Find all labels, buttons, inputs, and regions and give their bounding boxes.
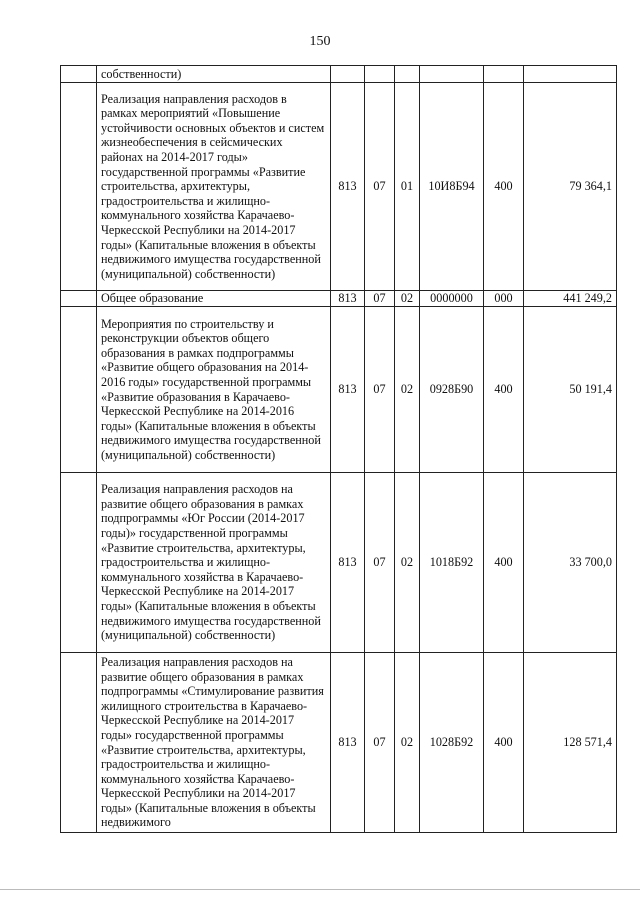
- expense-name-cell: Реализация направления расходов на развитие общего образования в рамках подпрограммы «Юг России (2014-2017 годы)» государственной программы «Развитие строительства, архитектуры, градостроительства и жилищно-коммунального хозяйства в Карачаево-Черкесской Республике на 2014-2017 годы» (Капитальные вложения в объекты недвижимого имущества государственной (муниципальной) собственности): [97, 473, 331, 653]
- subsection-code-cell: 02: [395, 291, 420, 307]
- row-number-cell: [61, 291, 97, 307]
- target-code-cell: 0928Б90: [420, 307, 484, 473]
- page-number: 150: [309, 34, 331, 49]
- ministry-code-cell: [331, 66, 365, 83]
- table-row: [61, 307, 617, 473]
- expense-name-cell: Реализация направления расходов в рамках мероприятий «Повышение устойчивости основных объектов и систем жизнеобеспечения в сейсмических районах на 2014-2017 годы» государственной программы «Развитие строительства, архитектуры, градостроительства и жилищно-коммунального хозяйства Карачаево-Черкесской Республики на 2014-2017 годы» (Капитальные вложения в объекты недвижимого имущества государственной (муниципальной) собственности): [97, 83, 331, 291]
- ministry-code-cell: 813: [331, 473, 365, 653]
- amount-cell: 128 571,4: [524, 653, 617, 833]
- expense-type-cell: 400: [484, 307, 524, 473]
- budget-table: [60, 65, 617, 833]
- ministry-code-cell: 813: [331, 307, 365, 473]
- page-bottom-edge: [0, 889, 640, 890]
- subsection-code-cell: 02: [395, 473, 420, 653]
- subsection-code-cell: 02: [395, 653, 420, 833]
- row-number-cell: [61, 307, 97, 473]
- target-code-cell: [420, 66, 484, 83]
- table-row: [61, 473, 617, 653]
- row-number-cell: [61, 66, 97, 83]
- expense-type-cell: 400: [484, 83, 524, 291]
- row-number-cell: [61, 653, 97, 833]
- ministry-code-cell: 813: [331, 291, 365, 307]
- subsection-code-cell: 01: [395, 83, 420, 291]
- table-row: [61, 83, 617, 291]
- expense-type-cell: 000: [484, 291, 524, 307]
- amount-cell: 441 249,2: [524, 291, 617, 307]
- ministry-code-cell: 813: [331, 653, 365, 833]
- section-code-cell: 07: [365, 473, 395, 653]
- row-number-cell: [61, 473, 97, 653]
- table-row: [61, 291, 617, 307]
- section-code-cell: 07: [365, 83, 395, 291]
- table-row: [61, 66, 617, 83]
- expense-name-cell: Мероприятия по строительству и реконструкции объектов общего образования в рамках подпрограммы «Развитие общего образования на 2014-2016 годы» государственной программы «Развитие образования в Карачаево-Черкесской Республике на 2014-2016 годы» (Капитальные вложения в объекты недвижимого имущества государственной (муниципальной) собственности): [97, 307, 331, 473]
- expense-name-cell: Общее образование: [97, 291, 331, 307]
- section-code-cell: [365, 66, 395, 83]
- amount-cell: [524, 66, 617, 83]
- expense-type-cell: [484, 66, 524, 83]
- table-row: [61, 653, 617, 833]
- amount-cell: 50 191,4: [524, 307, 617, 473]
- section-code-cell: 07: [365, 653, 395, 833]
- section-code-cell: 07: [365, 307, 395, 473]
- expense-type-cell: 400: [484, 653, 524, 833]
- amount-cell: 33 700,0: [524, 473, 617, 653]
- section-code-cell: 07: [365, 291, 395, 307]
- expense-name-cell: Реализация направления расходов на развитие общего образования в рамках подпрограммы «Стимулирование развития жилищного строительства в Карачаево-Черкесской Республике на 2014-2017 годы» государственной программы «Развитие строительства, архитектуры, градостроительства и жилищно-коммунального хозяйства Карачаево-Черкесской Республики на 2014-2017 годы» (Капитальные вложения в объекты недвижимого: [97, 653, 331, 833]
- expense-name-cell: собственности): [97, 66, 331, 83]
- subsection-code-cell: 02: [395, 307, 420, 473]
- target-code-cell: 0000000: [420, 291, 484, 307]
- row-number-cell: [61, 83, 97, 291]
- ministry-code-cell: 813: [331, 83, 365, 291]
- target-code-cell: 10И8Б94: [420, 83, 484, 291]
- expense-type-cell: 400: [484, 473, 524, 653]
- amount-cell: 79 364,1: [524, 83, 617, 291]
- target-code-cell: 1028Б92: [420, 653, 484, 833]
- subsection-code-cell: [395, 66, 420, 83]
- target-code-cell: 1018Б92: [420, 473, 484, 653]
